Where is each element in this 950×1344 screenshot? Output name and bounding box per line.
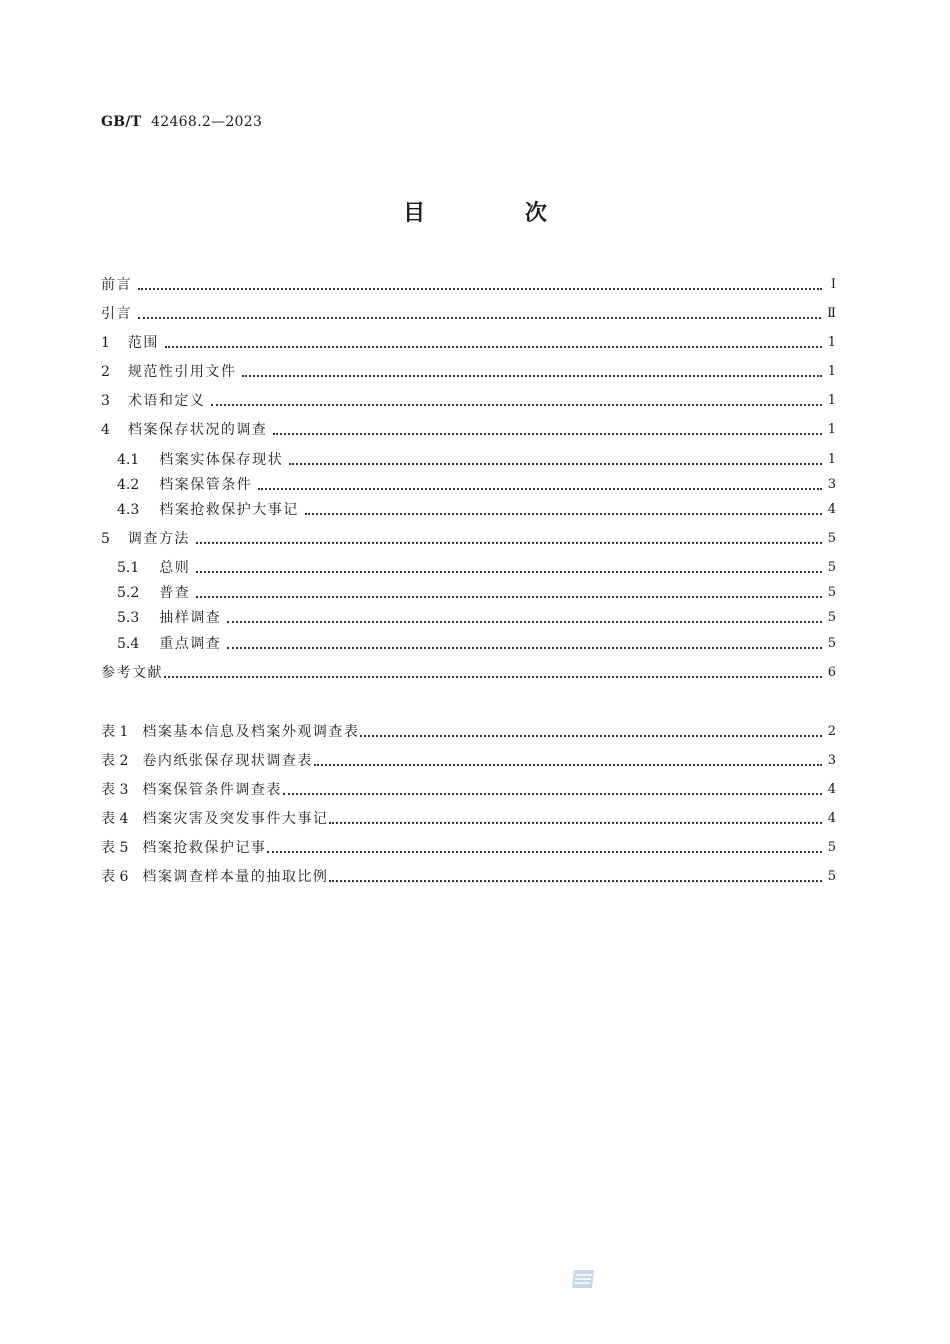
page-number: 4 [827,811,836,826]
toc-section-number: 4.2 [117,477,140,493]
table-number: 表 5 [101,840,129,856]
toc-entry[interactable] [101,529,836,549]
dot-leader [138,288,822,290]
sac-logo-icon [571,1268,597,1290]
toc-entry[interactable] [101,333,836,353]
page-number: 5 [827,869,836,884]
dot-leader [211,404,821,406]
toc-section-title: 规范性引用文件 [127,364,237,380]
table-list-entry[interactable] [101,780,836,800]
dot-leader [227,621,821,623]
table-title: 档案抢救保护记事 [142,840,267,856]
toc-entry[interactable] [117,558,836,578]
toc-section-number: 4.1 [117,452,140,468]
table-list-entry[interactable] [101,751,836,771]
page-number: 4 [827,502,836,517]
page-number: Ⅱ [827,306,836,321]
table-number: 表 1 [101,724,129,740]
toc-section-number: 4 [101,422,110,438]
toc-section-title: 术语和定义 [127,393,206,409]
table-title: 卷内纸张保存现状调查表 [142,753,313,769]
dot-leader [360,735,821,737]
table-number: 表 2 [101,753,129,769]
page-number: 1 [827,335,836,350]
toc-entry[interactable] [117,450,836,470]
table-title: 档案基本信息及档案外观调查表 [142,724,360,740]
page-number: 5 [827,610,836,625]
standard-number: 42468.2—2023 [151,114,263,130]
dot-leader [283,793,822,795]
dot-leader [165,346,822,348]
toc-section-number: 1 [101,335,110,351]
toc-section-number: 4.3 [117,502,140,518]
table-title: 档案灾害及突发事件大事记 [142,811,329,827]
toc-section-title: 抽样调查 [159,610,222,626]
toc-section-title: 档案保存状况的调查 [127,422,268,438]
toc-entry[interactable] [117,500,836,520]
table-number: 表 3 [101,782,129,798]
page-number: 6 [827,665,836,680]
page-number: 1 [827,393,836,408]
page-number: 5 [827,585,836,600]
page-number: 5 [827,840,836,855]
toc-entry[interactable] [101,663,836,683]
page-title: 目 次 [403,200,593,226]
toc-entry[interactable] [117,475,836,495]
toc-entry[interactable] [117,608,836,628]
toc-section-title: 档案抢救保护大事记 [159,502,299,518]
dot-leader [138,317,821,319]
toc-entry[interactable] [101,362,836,382]
dot-leader [289,463,821,465]
toc-section-number: 3 [101,393,110,409]
toc-section-title: 普查 [159,585,191,601]
dot-leader [329,880,821,882]
page-number: 4 [827,782,836,797]
page-number: 3 [827,753,836,768]
toc-section-title: 调查方法 [127,531,190,547]
table-title: 档案调查样本量的抽取比例 [142,869,329,885]
page-number: 5 [827,636,836,651]
dot-leader [273,433,821,435]
dot-leader [196,542,822,544]
page-number: 5 [827,531,836,546]
toc-entry[interactable] [117,634,836,654]
table-number: 表 6 [101,869,129,885]
dot-leader [258,488,821,490]
dot-leader [196,596,821,598]
dot-leader [196,571,821,573]
toc-section-title: 范围 [127,335,159,351]
table-list-entry[interactable] [101,809,836,829]
dot-leader [314,764,822,766]
toc-entry[interactable] [101,304,836,324]
table-list-entry[interactable] [101,722,836,742]
toc-section-title: 前言 [101,277,132,293]
toc-section-number: 2 [101,364,110,380]
table-list-entry[interactable] [101,867,836,887]
dot-leader [305,513,822,515]
table-title: 档案保管条件调查表 [142,782,282,798]
toc-section-title: 总则 [159,560,191,576]
page-number: 2 [827,724,836,739]
toc-entry[interactable] [101,420,836,440]
toc-section-title: 引言 [101,306,132,322]
dot-leader [242,375,821,377]
toc-entry[interactable] [101,275,836,295]
toc-section-title: 重点调查 [159,636,222,652]
dot-leader [267,851,821,853]
page-number: 3 [827,477,836,492]
dot-leader [329,822,821,824]
toc-section-title: 档案实体保存现状 [159,452,284,468]
toc-section-number: 5.2 [117,585,140,601]
toc-section-title: 参考文献 [101,665,163,681]
table-number: 表 4 [101,811,129,827]
page-number: Ⅰ [830,277,836,292]
toc-entry[interactable] [117,583,836,603]
toc-section-number: 5.1 [117,560,140,576]
page-number: 1 [827,422,836,437]
page-number: 1 [827,452,836,467]
standard-prefix: GB/T [101,114,142,130]
table-list-entry[interactable] [101,838,836,858]
toc-section-title: 档案保管条件 [159,477,253,493]
toc-section-number: 5.4 [117,636,140,652]
toc-section-number: 5 [101,531,110,547]
page-number: 1 [827,364,836,379]
toc-section-number: 5.3 [117,610,140,626]
toc-entry[interactable] [101,391,836,411]
page-number: 5 [827,560,836,575]
dot-leader [227,647,821,649]
standard-header [101,114,262,130]
dot-leader [164,676,822,678]
